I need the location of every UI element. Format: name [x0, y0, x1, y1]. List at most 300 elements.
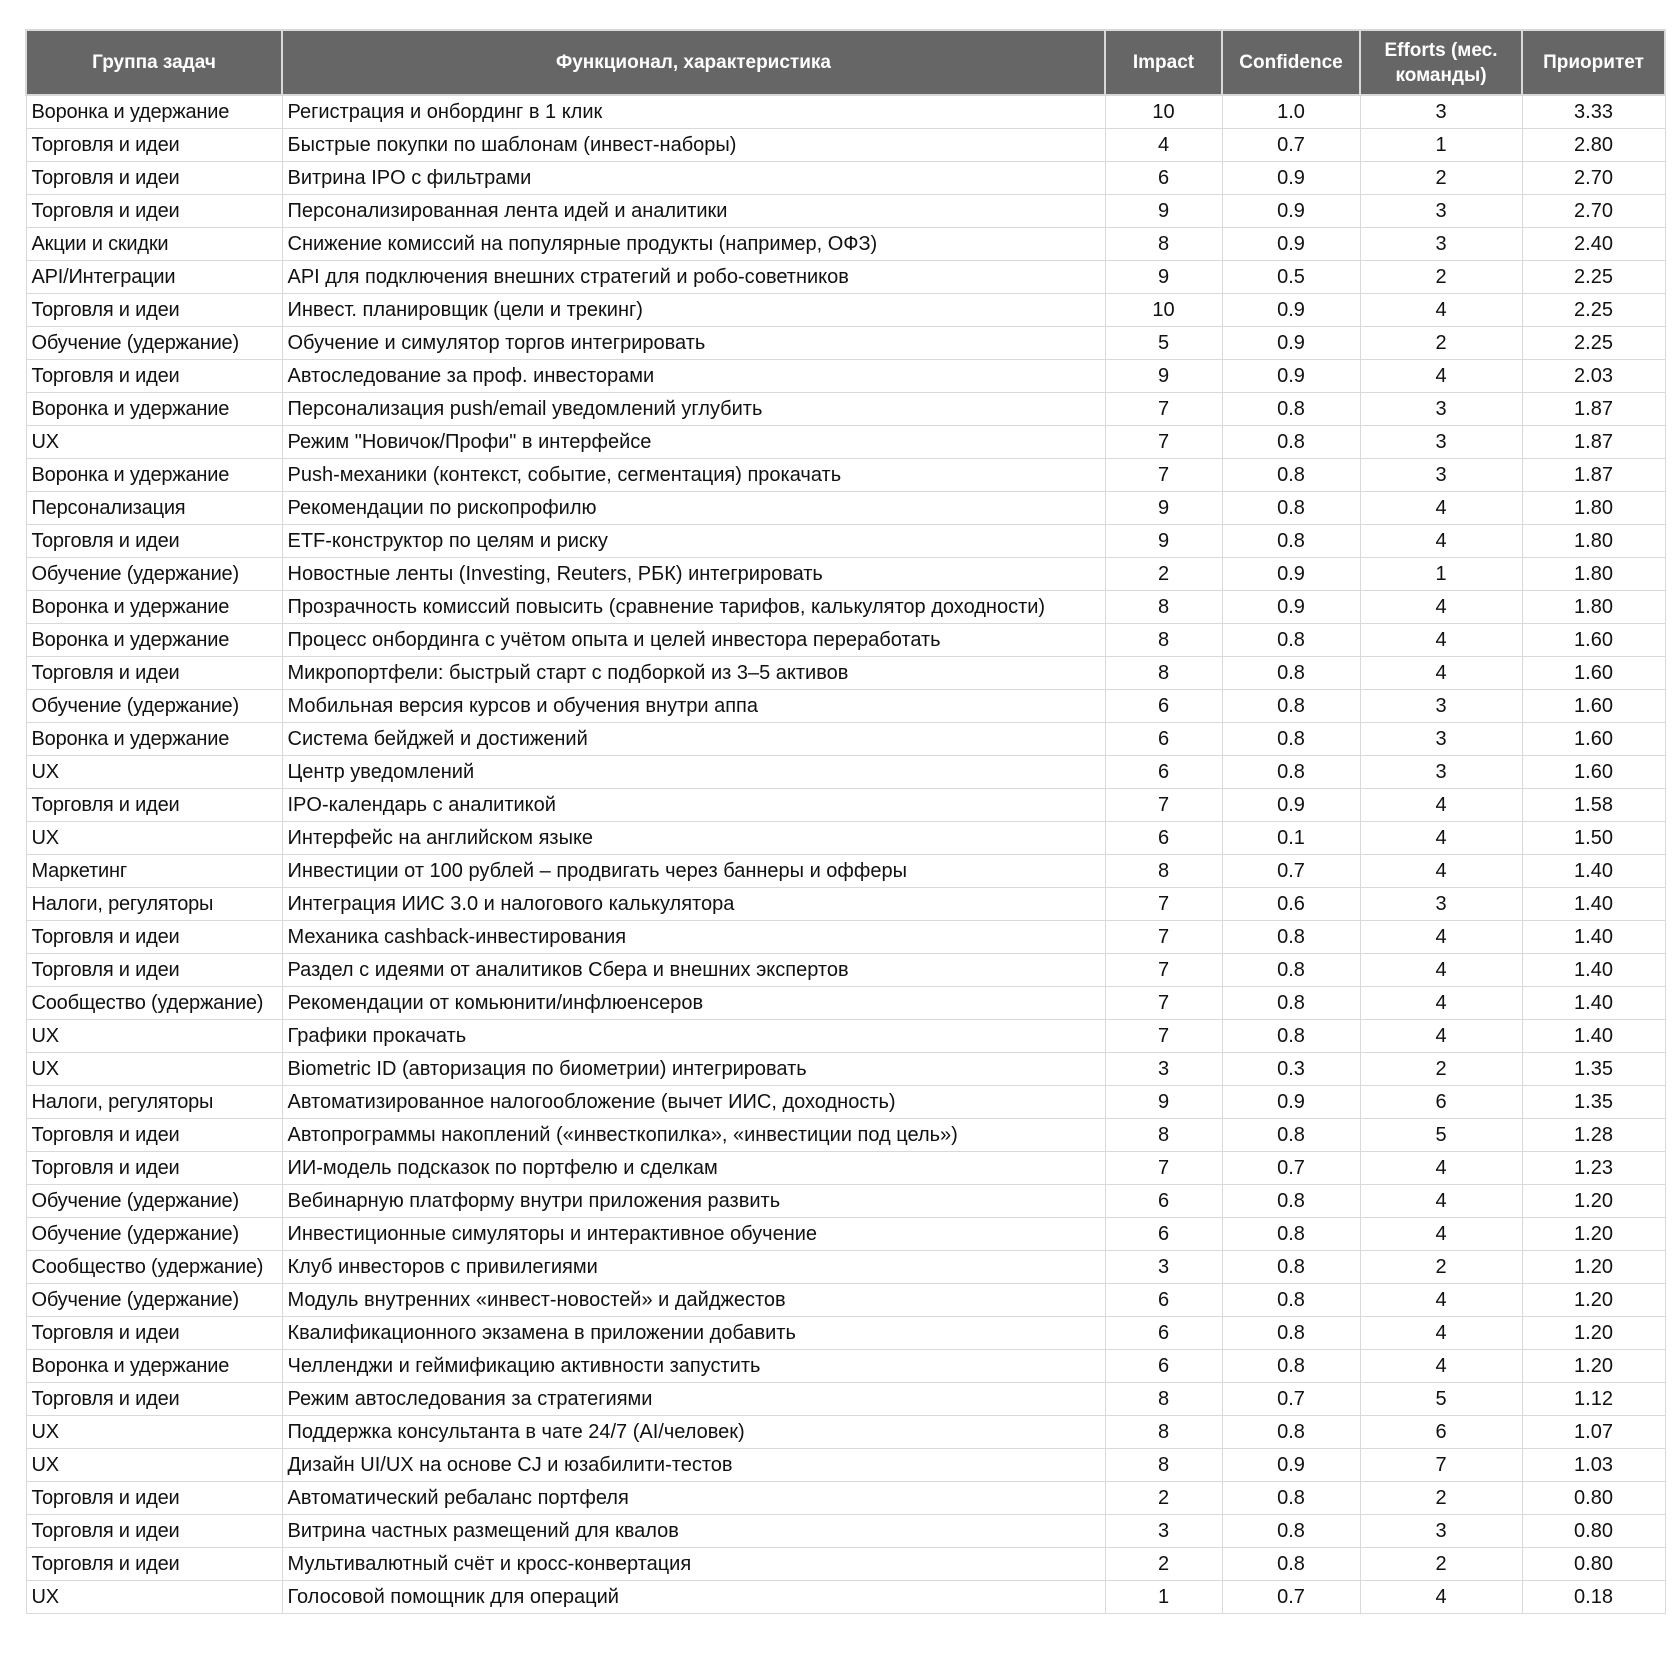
cell-group: Торговля и идеи	[26, 162, 282, 195]
table-row	[26, 459, 1665, 492]
cell-confidence: 0.8	[1222, 1416, 1360, 1449]
cell-priority: 1.60	[1522, 756, 1665, 789]
cell-priority: 1.80	[1522, 591, 1665, 624]
cell-priority: 2.80	[1522, 129, 1665, 162]
table-row	[26, 1317, 1665, 1350]
ice-prioritization-table-container	[25, 29, 1664, 1614]
cell-group: Воронка и удержание	[26, 723, 282, 756]
cell-feature: Рекомендации от комьюнити/инфлюенсеров	[282, 987, 1105, 1020]
cell-group: Торговля и идеи	[26, 921, 282, 954]
cell-group: Торговля и идеи	[26, 1482, 282, 1515]
cell-feature: Новостные ленты (Investing, Reuters, РБК) интегрировать	[282, 558, 1105, 591]
table-row	[26, 1119, 1665, 1152]
cell-efforts: 4	[1360, 657, 1522, 690]
cell-efforts: 7	[1360, 1449, 1522, 1482]
cell-priority: 1.35	[1522, 1086, 1665, 1119]
cell-priority: 1.80	[1522, 558, 1665, 591]
cell-group: UX	[26, 822, 282, 855]
table-row	[26, 525, 1665, 558]
cell-group: Обучение (удержание)	[26, 1218, 282, 1251]
cell-impact: 6	[1105, 1218, 1222, 1251]
cell-priority: 2.70	[1522, 195, 1665, 228]
cell-impact: 9	[1105, 1086, 1222, 1119]
cell-efforts: 4	[1360, 1350, 1522, 1383]
cell-feature: Мультивалютный счёт и кросс-конвертация	[282, 1548, 1105, 1581]
cell-priority: 1.40	[1522, 921, 1665, 954]
header-row	[26, 30, 1665, 95]
cell-group: UX	[26, 1416, 282, 1449]
cell-feature: Режим автоследования за стратегиями	[282, 1383, 1105, 1416]
cell-priority: 1.40	[1522, 1020, 1665, 1053]
cell-feature: Поддержка консультанта в чате 24/7 (AI/человек)	[282, 1416, 1105, 1449]
cell-confidence: 0.7	[1222, 129, 1360, 162]
cell-priority: 1.58	[1522, 789, 1665, 822]
cell-efforts: 3	[1360, 228, 1522, 261]
cell-confidence: 0.9	[1222, 789, 1360, 822]
cell-group: Налоги, регуляторы	[26, 1086, 282, 1119]
cell-feature: Персонализация push/email уведомлений углубить	[282, 393, 1105, 426]
table-row	[26, 1383, 1665, 1416]
table-row	[26, 360, 1665, 393]
table-row	[26, 624, 1665, 657]
table-row	[26, 1416, 1665, 1449]
cell-confidence: 0.9	[1222, 294, 1360, 327]
table-row	[26, 1482, 1665, 1515]
cell-efforts: 3	[1360, 888, 1522, 921]
cell-impact: 10	[1105, 294, 1222, 327]
cell-group: Торговля и идеи	[26, 1548, 282, 1581]
cell-efforts: 1	[1360, 558, 1522, 591]
cell-priority: 1.80	[1522, 525, 1665, 558]
cell-group: Торговля и идеи	[26, 195, 282, 228]
cell-group: Воронка и удержание	[26, 393, 282, 426]
cell-feature: Персонализированная лента идей и аналитики	[282, 195, 1105, 228]
cell-efforts: 4	[1360, 1284, 1522, 1317]
cell-priority: 1.20	[1522, 1251, 1665, 1284]
cell-confidence: 1.0	[1222, 95, 1360, 129]
table-row	[26, 129, 1665, 162]
header-efforts: Efforts (мес. команды)	[1360, 30, 1522, 95]
table-row	[26, 162, 1665, 195]
table-row	[26, 657, 1665, 690]
cell-priority: 1.20	[1522, 1350, 1665, 1383]
table-row	[26, 1152, 1665, 1185]
cell-priority: 2.70	[1522, 162, 1665, 195]
cell-feature: Biometric ID (авторизация по биометрии) интегрировать	[282, 1053, 1105, 1086]
cell-priority: 1.40	[1522, 855, 1665, 888]
cell-group: Торговля и идеи	[26, 1317, 282, 1350]
cell-group: Обучение (удержание)	[26, 1185, 282, 1218]
cell-efforts: 3	[1360, 690, 1522, 723]
cell-feature: Обучение и симулятор торгов интегрировать	[282, 327, 1105, 360]
cell-group: UX	[26, 1053, 282, 1086]
cell-efforts: 4	[1360, 1218, 1522, 1251]
cell-feature: Push-механики (контекст, событие, сегментация) прокачать	[282, 459, 1105, 492]
cell-confidence: 0.8	[1222, 1350, 1360, 1383]
cell-impact: 5	[1105, 327, 1222, 360]
cell-confidence: 0.8	[1222, 624, 1360, 657]
cell-group: Торговля и идеи	[26, 657, 282, 690]
cell-confidence: 0.8	[1222, 459, 1360, 492]
cell-impact: 7	[1105, 954, 1222, 987]
cell-group: Обучение (удержание)	[26, 327, 282, 360]
cell-impact: 1	[1105, 1581, 1222, 1614]
header-confidence: Confidence	[1222, 30, 1360, 95]
cell-feature: Квалификационного экзамена в приложении добавить	[282, 1317, 1105, 1350]
cell-efforts: 3	[1360, 459, 1522, 492]
cell-group: API/Интеграции	[26, 261, 282, 294]
table-row	[26, 987, 1665, 1020]
cell-priority: 1.40	[1522, 987, 1665, 1020]
table-row	[26, 195, 1665, 228]
cell-impact: 2	[1105, 558, 1222, 591]
cell-group: Сообщество (удержание)	[26, 987, 282, 1020]
cell-confidence: 0.9	[1222, 1449, 1360, 1482]
cell-priority: 1.40	[1522, 888, 1665, 921]
table-row	[26, 426, 1665, 459]
cell-priority: 0.80	[1522, 1548, 1665, 1581]
cell-group: Торговля и идеи	[26, 294, 282, 327]
cell-efforts: 3	[1360, 756, 1522, 789]
table-row	[26, 492, 1665, 525]
cell-efforts: 4	[1360, 294, 1522, 327]
cell-group: Торговля и идеи	[26, 789, 282, 822]
cell-impact: 6	[1105, 1284, 1222, 1317]
cell-feature: Рекомендации по рископрофилю	[282, 492, 1105, 525]
cell-feature: IPO-календарь с аналитикой	[282, 789, 1105, 822]
cell-group: Персонализация	[26, 492, 282, 525]
cell-confidence: 0.8	[1222, 1317, 1360, 1350]
cell-impact: 8	[1105, 1119, 1222, 1152]
cell-feature: Интеграция ИИС 3.0 и налогового калькулятора	[282, 888, 1105, 921]
cell-group: Обучение (удержание)	[26, 1284, 282, 1317]
cell-confidence: 0.9	[1222, 195, 1360, 228]
cell-efforts: 4	[1360, 1581, 1522, 1614]
cell-group: Маркетинг	[26, 855, 282, 888]
table-row	[26, 1581, 1665, 1614]
cell-feature: Голосовой помощник для операций	[282, 1581, 1105, 1614]
header-group: Группа задач	[26, 30, 282, 95]
table-row	[26, 1515, 1665, 1548]
cell-group: Торговля и идеи	[26, 1152, 282, 1185]
cell-feature: Система бейджей и достижений	[282, 723, 1105, 756]
cell-impact: 8	[1105, 855, 1222, 888]
cell-efforts: 4	[1360, 360, 1522, 393]
cell-efforts: 2	[1360, 1482, 1522, 1515]
cell-impact: 2	[1105, 1548, 1222, 1581]
table-row	[26, 558, 1665, 591]
cell-impact: 6	[1105, 1317, 1222, 1350]
cell-confidence: 0.9	[1222, 360, 1360, 393]
cell-confidence: 0.8	[1222, 723, 1360, 756]
cell-feature: Центр уведомлений	[282, 756, 1105, 789]
cell-group: Воронка и удержание	[26, 459, 282, 492]
cell-efforts: 2	[1360, 1548, 1522, 1581]
cell-priority: 1.60	[1522, 723, 1665, 756]
cell-feature: Быстрые покупки по шаблонам (инвест-наборы)	[282, 129, 1105, 162]
table-header	[26, 30, 1665, 95]
cell-confidence: 0.5	[1222, 261, 1360, 294]
cell-impact: 8	[1105, 1449, 1222, 1482]
table-row	[26, 95, 1665, 129]
cell-feature: Снижение комиссий на популярные продукты (например, ОФЗ)	[282, 228, 1105, 261]
cell-confidence: 0.8	[1222, 690, 1360, 723]
cell-confidence: 0.8	[1222, 954, 1360, 987]
cell-efforts: 6	[1360, 1416, 1522, 1449]
cell-confidence: 0.7	[1222, 1152, 1360, 1185]
cell-efforts: 5	[1360, 1383, 1522, 1416]
cell-efforts: 4	[1360, 492, 1522, 525]
cell-priority: 2.03	[1522, 360, 1665, 393]
cell-impact: 7	[1105, 789, 1222, 822]
cell-confidence: 0.8	[1222, 1548, 1360, 1581]
cell-priority: 0.80	[1522, 1515, 1665, 1548]
cell-confidence: 0.9	[1222, 162, 1360, 195]
cell-impact: 9	[1105, 195, 1222, 228]
cell-efforts: 4	[1360, 525, 1522, 558]
table-row	[26, 1218, 1665, 1251]
table-row	[26, 228, 1665, 261]
cell-confidence: 0.8	[1222, 1218, 1360, 1251]
cell-group: Акции и скидки	[26, 228, 282, 261]
cell-priority: 1.23	[1522, 1152, 1665, 1185]
cell-impact: 8	[1105, 1416, 1222, 1449]
cell-impact: 9	[1105, 492, 1222, 525]
header-feature: Функционал, характеристика	[282, 30, 1105, 95]
table-row	[26, 1284, 1665, 1317]
cell-impact: 3	[1105, 1515, 1222, 1548]
table-row	[26, 954, 1665, 987]
cell-feature: Дизайн UI/UX на основе CJ и юзабилити-тестов	[282, 1449, 1105, 1482]
cell-confidence: 0.8	[1222, 1020, 1360, 1053]
cell-group: Торговля и идеи	[26, 1383, 282, 1416]
cell-impact: 9	[1105, 261, 1222, 294]
cell-impact: 10	[1105, 95, 1222, 129]
cell-group: Воронка и удержание	[26, 624, 282, 657]
cell-impact: 7	[1105, 393, 1222, 426]
cell-efforts: 4	[1360, 591, 1522, 624]
cell-feature: Микропортфели: быстрый старт с подборкой из 3–5 активов	[282, 657, 1105, 690]
cell-group: Воронка и удержание	[26, 591, 282, 624]
cell-efforts: 4	[1360, 954, 1522, 987]
cell-feature: ETF-конструктор по целям и риску	[282, 525, 1105, 558]
cell-group: UX	[26, 756, 282, 789]
cell-group: Обучение (удержание)	[26, 558, 282, 591]
cell-efforts: 4	[1360, 1152, 1522, 1185]
table-row	[26, 855, 1665, 888]
table-row	[26, 294, 1665, 327]
cell-feature: Витрина IPO с фильтрами	[282, 162, 1105, 195]
cell-priority: 1.07	[1522, 1416, 1665, 1449]
cell-priority: 1.40	[1522, 954, 1665, 987]
cell-group: UX	[26, 1020, 282, 1053]
cell-efforts: 4	[1360, 822, 1522, 855]
cell-feature: Челленджи и геймификацию активности запустить	[282, 1350, 1105, 1383]
cell-efforts: 4	[1360, 1020, 1522, 1053]
cell-efforts: 4	[1360, 1317, 1522, 1350]
cell-confidence: 0.8	[1222, 756, 1360, 789]
table-row	[26, 1548, 1665, 1581]
table-row	[26, 1020, 1665, 1053]
cell-priority: 1.20	[1522, 1218, 1665, 1251]
cell-group: Торговля и идеи	[26, 129, 282, 162]
cell-priority: 2.25	[1522, 327, 1665, 360]
cell-priority: 1.87	[1522, 426, 1665, 459]
cell-feature: ИИ-модель подсказок по портфелю и сделкам	[282, 1152, 1105, 1185]
cell-feature: API для подключения внешних стратегий и робо-советников	[282, 261, 1105, 294]
cell-confidence: 0.6	[1222, 888, 1360, 921]
cell-confidence: 0.9	[1222, 1086, 1360, 1119]
cell-confidence: 0.9	[1222, 327, 1360, 360]
cell-impact: 7	[1105, 1020, 1222, 1053]
cell-impact: 8	[1105, 591, 1222, 624]
table-row	[26, 1350, 1665, 1383]
table-row	[26, 888, 1665, 921]
cell-feature: Модуль внутренних «инвест-новостей» и дайджестов	[282, 1284, 1105, 1317]
cell-group: Обучение (удержание)	[26, 690, 282, 723]
cell-feature: Мобильная версия курсов и обучения внутри аппа	[282, 690, 1105, 723]
cell-group: UX	[26, 426, 282, 459]
cell-impact: 8	[1105, 624, 1222, 657]
cell-priority: 1.87	[1522, 393, 1665, 426]
cell-impact: 6	[1105, 690, 1222, 723]
cell-priority: 2.25	[1522, 294, 1665, 327]
cell-group: Торговля и идеи	[26, 525, 282, 558]
cell-priority: 1.12	[1522, 1383, 1665, 1416]
header-impact: Impact	[1105, 30, 1222, 95]
cell-impact: 8	[1105, 228, 1222, 261]
cell-confidence: 0.8	[1222, 921, 1360, 954]
cell-feature: Инвестиции от 100 рублей – продвигать через баннеры и офферы	[282, 855, 1105, 888]
table-row	[26, 393, 1665, 426]
cell-efforts: 4	[1360, 921, 1522, 954]
cell-priority: 1.03	[1522, 1449, 1665, 1482]
table-row	[26, 1449, 1665, 1482]
cell-impact: 6	[1105, 1350, 1222, 1383]
cell-impact: 7	[1105, 459, 1222, 492]
table-row	[26, 1251, 1665, 1284]
cell-priority: 1.50	[1522, 822, 1665, 855]
table-row	[26, 261, 1665, 294]
cell-impact: 4	[1105, 129, 1222, 162]
cell-feature: Клуб инвесторов с привилегиями	[282, 1251, 1105, 1284]
ice-prioritization-table	[25, 29, 1666, 1614]
cell-confidence: 0.8	[1222, 657, 1360, 690]
cell-confidence: 0.7	[1222, 1581, 1360, 1614]
cell-confidence: 0.1	[1222, 822, 1360, 855]
cell-priority: 1.35	[1522, 1053, 1665, 1086]
table-row	[26, 921, 1665, 954]
cell-impact: 7	[1105, 1152, 1222, 1185]
cell-priority: 0.18	[1522, 1581, 1665, 1614]
cell-impact: 3	[1105, 1251, 1222, 1284]
cell-confidence: 0.8	[1222, 525, 1360, 558]
table-row	[26, 327, 1665, 360]
cell-impact: 9	[1105, 525, 1222, 558]
cell-efforts: 6	[1360, 1086, 1522, 1119]
table-row	[26, 1086, 1665, 1119]
cell-group: Торговля и идеи	[26, 360, 282, 393]
cell-group: Торговля и идеи	[26, 1119, 282, 1152]
cell-impact: 9	[1105, 360, 1222, 393]
cell-impact: 3	[1105, 1053, 1222, 1086]
cell-confidence: 0.8	[1222, 1284, 1360, 1317]
cell-feature: Автопрограммы накоплений («инвесткопилка», «инвестиции под цель»)	[282, 1119, 1105, 1152]
cell-impact: 2	[1105, 1482, 1222, 1515]
table-row	[26, 756, 1665, 789]
cell-confidence: 0.8	[1222, 393, 1360, 426]
cell-efforts: 2	[1360, 1251, 1522, 1284]
cell-confidence: 0.8	[1222, 987, 1360, 1020]
table-row	[26, 1185, 1665, 1218]
cell-impact: 8	[1105, 657, 1222, 690]
table-row	[26, 789, 1665, 822]
cell-confidence: 0.7	[1222, 855, 1360, 888]
cell-group: Торговля и идеи	[26, 1515, 282, 1548]
cell-feature: Механика cashback-инвестирования	[282, 921, 1105, 954]
table-row	[26, 591, 1665, 624]
cell-efforts: 3	[1360, 393, 1522, 426]
cell-efforts: 3	[1360, 426, 1522, 459]
cell-priority: 0.80	[1522, 1482, 1665, 1515]
cell-priority: 1.60	[1522, 690, 1665, 723]
cell-efforts: 4	[1360, 789, 1522, 822]
cell-group: Налоги, регуляторы	[26, 888, 282, 921]
cell-feature: Прозрачность комиссий повысить (сравнение тарифов, калькулятор доходности)	[282, 591, 1105, 624]
cell-priority: 1.60	[1522, 657, 1665, 690]
cell-confidence: 0.9	[1222, 591, 1360, 624]
cell-impact: 7	[1105, 921, 1222, 954]
cell-feature: Раздел с идеями от аналитиков Сбера и внешних экспертов	[282, 954, 1105, 987]
cell-confidence: 0.7	[1222, 1383, 1360, 1416]
cell-feature: Автоматизированное налогообложение (вычет ИИС, доходность)	[282, 1086, 1105, 1119]
cell-efforts: 3	[1360, 723, 1522, 756]
cell-confidence: 0.9	[1222, 558, 1360, 591]
cell-priority: 1.20	[1522, 1317, 1665, 1350]
table-body	[26, 95, 1665, 1614]
cell-efforts: 5	[1360, 1119, 1522, 1152]
cell-feature: Инвестиционные симуляторы и интерактивное обучение	[282, 1218, 1105, 1251]
cell-priority: 2.25	[1522, 261, 1665, 294]
cell-impact: 7	[1105, 987, 1222, 1020]
cell-priority: 1.20	[1522, 1185, 1665, 1218]
cell-efforts: 2	[1360, 327, 1522, 360]
cell-efforts: 2	[1360, 162, 1522, 195]
cell-impact: 6	[1105, 1185, 1222, 1218]
cell-feature: Регистрация и онбординг в 1 клик	[282, 95, 1105, 129]
cell-group: UX	[26, 1449, 282, 1482]
cell-confidence: 0.3	[1222, 1053, 1360, 1086]
cell-feature: Режим "Новичок/Профи" в интерфейсе	[282, 426, 1105, 459]
cell-impact: 7	[1105, 426, 1222, 459]
cell-group: Торговля и идеи	[26, 954, 282, 987]
cell-confidence: 0.8	[1222, 492, 1360, 525]
cell-impact: 6	[1105, 756, 1222, 789]
cell-group: Воронка и удержание	[26, 95, 282, 129]
cell-priority: 1.20	[1522, 1284, 1665, 1317]
cell-efforts: 2	[1360, 1053, 1522, 1086]
cell-feature: Вебинарную платформу внутри приложения развить	[282, 1185, 1105, 1218]
cell-confidence: 0.8	[1222, 1119, 1360, 1152]
cell-priority: 2.40	[1522, 228, 1665, 261]
cell-feature: Инвест. планировщик (цели и трекинг)	[282, 294, 1105, 327]
cell-priority: 1.80	[1522, 492, 1665, 525]
cell-impact: 6	[1105, 822, 1222, 855]
cell-priority: 1.60	[1522, 624, 1665, 657]
cell-confidence: 0.8	[1222, 1251, 1360, 1284]
cell-group: Воронка и удержание	[26, 1350, 282, 1383]
cell-confidence: 0.8	[1222, 1515, 1360, 1548]
